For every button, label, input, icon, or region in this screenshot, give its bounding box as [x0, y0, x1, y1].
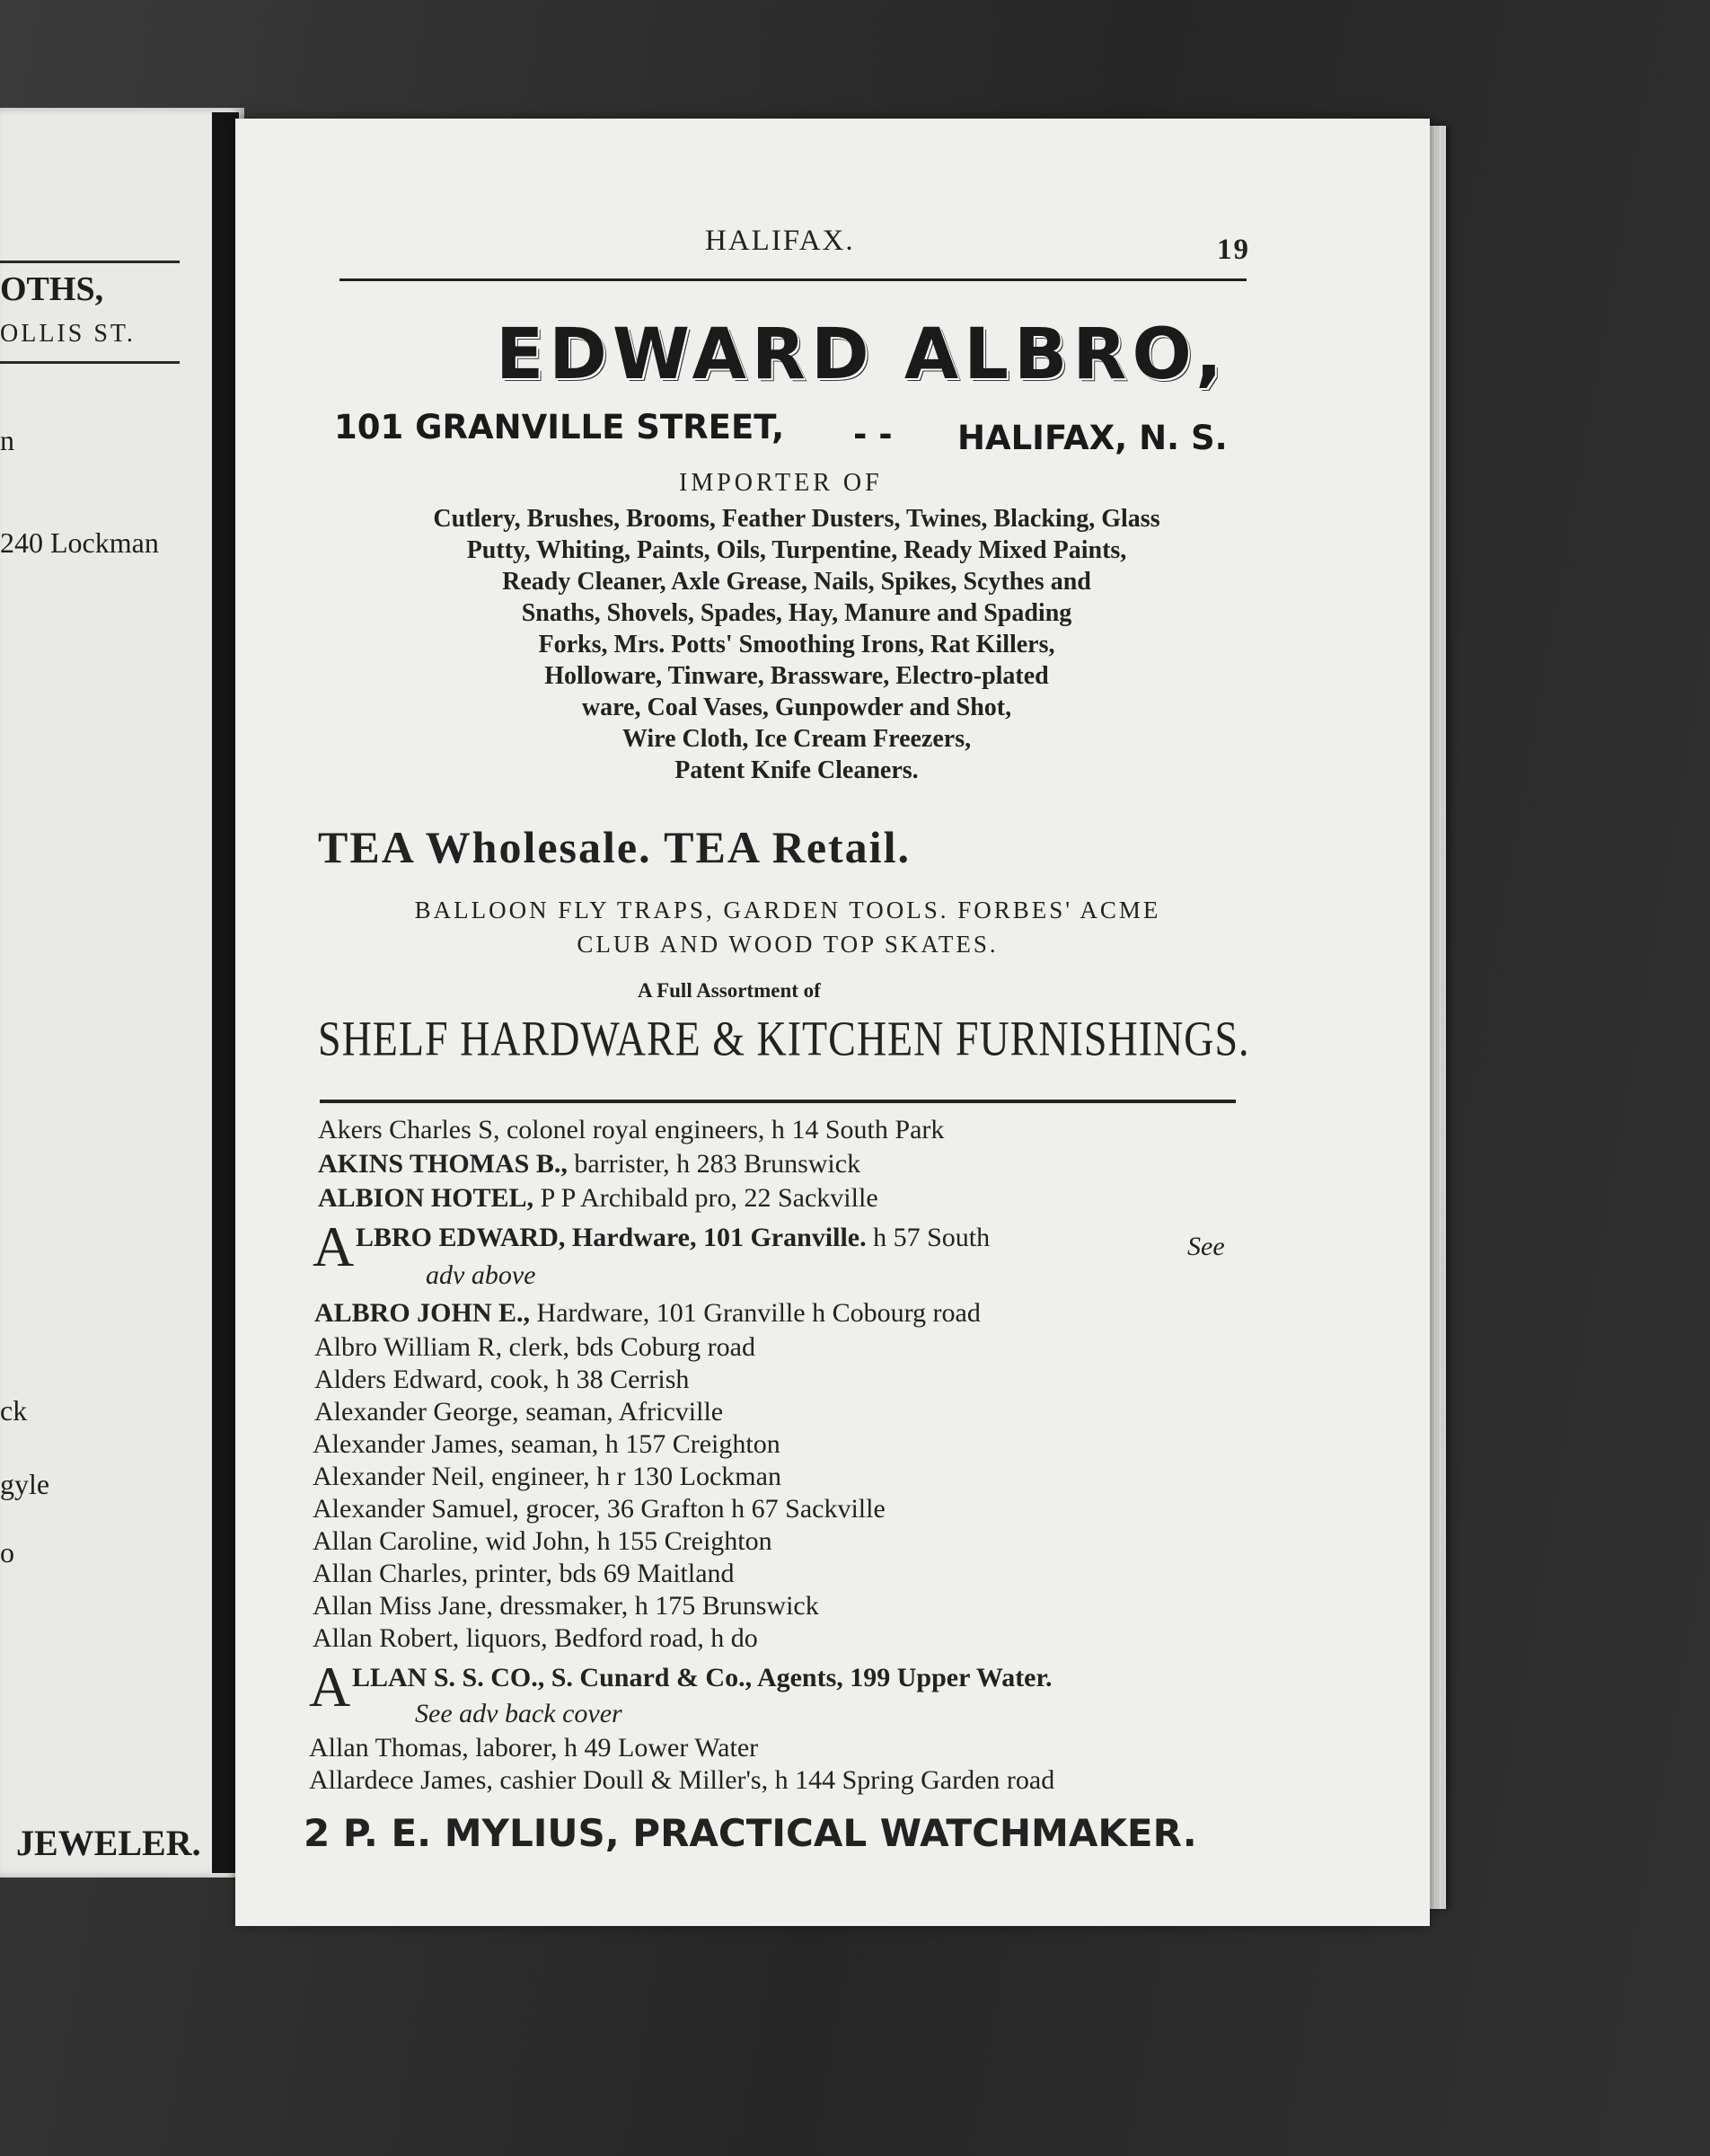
entry-row: Akers Charles S, colonel royal engineers, h 14 South Park: [318, 1115, 945, 1144]
entry-row: Alders Edward, cook, h 38 Cerrish: [314, 1365, 690, 1394]
ad-tea-line: TEA Wholesale. TEA Retail.: [318, 822, 911, 872]
entry-row-featured: LBRO EDWARD, Hardware, 101 Granville. h 57 South: [356, 1223, 991, 1252]
entry-row-featured: LLAN S. S. CO., S. Cunard & Co., Agents, 199 Upper Water.: [352, 1663, 1053, 1692]
entry-row: ALBION HOTEL, P P Archibald pro, 22 Sackville: [318, 1183, 878, 1213]
ad-address-separator: - -: [853, 415, 893, 454]
ad-city: HALIFAX, N. S.: [957, 419, 1228, 457]
left-fragment-4: 240 Lockman: [0, 526, 159, 559]
entry-row: Allardece James, cashier Doull & Miller's, h 144 Spring Garden road: [309, 1765, 1055, 1795]
entry-row: Alexander George, seaman, Africville: [314, 1397, 724, 1427]
ad-assortment: A Full Assortment of: [638, 979, 821, 1002]
entry-drop-initial: A: [309, 1655, 351, 1719]
entry-drop-initial: A: [313, 1215, 355, 1278]
entry-row: AKINS THOMAS B., barrister, h 283 Brunswick: [318, 1149, 861, 1179]
directory-page: [235, 119, 1430, 1926]
ad-shelf-line: SHELF HARDWARE & KITCHEN FURNISHINGS.: [318, 1011, 1250, 1066]
page-number: 19: [1217, 234, 1250, 266]
entry-see-reference: See: [1187, 1232, 1225, 1261]
entry-row: Allan Robert, liquors, Bedford road, h do: [313, 1623, 758, 1653]
left-fragment-8: JEWELER.: [16, 1823, 201, 1863]
entry-row: ALBRO JOHN E., Hardware, 101 Granville h Cobourg road: [314, 1298, 981, 1328]
entry-row: Allan Miss Jane, dressmaker, h 175 Brunswick: [313, 1591, 819, 1621]
left-fragment-3: n: [0, 424, 14, 456]
left-rule-top: [0, 261, 180, 263]
left-fragment-1: OTHS,: [0, 270, 104, 308]
entry-row: Albro William R, clerk, bds Coburg road: [314, 1332, 755, 1362]
entry-row: Allan Thomas, laborer, h 49 Lower Water: [309, 1733, 759, 1763]
goods-line: Ready Cleaner, Axle Grease, Nails, Spikes, Scythes and: [502, 568, 1091, 596]
entry-row: Alexander Neil, engineer, h r 130 Lockman: [313, 1462, 781, 1491]
goods-line: ware, Coal Vases, Gunpowder and Shot,: [581, 694, 1012, 721]
header-rule: [339, 278, 1247, 281]
goods-line: Snaths, Shovels, Spades, Hay, Manure and Spading: [521, 599, 1072, 627]
ad-misc-lines: [325, 893, 1250, 961]
entry-row: Alexander Samuel, grocer, 36 Grafton h 67 Sackville: [313, 1494, 886, 1524]
entry-continuation: adv above: [426, 1260, 536, 1290]
entry-row: Allan Caroline, wid John, h 155 Creighton: [313, 1526, 772, 1556]
misc-line: CLUB AND WOOD TOP SKATES.: [577, 931, 999, 958]
ad-bottom-rule: [320, 1100, 1236, 1103]
entry-row: Alexander James, seaman, h 157 Creighton: [313, 1429, 780, 1459]
ad-importer-label: IMPORTER OF: [679, 469, 883, 497]
left-fragment-5: ck: [0, 1394, 28, 1427]
goods-line: Cutlery, Brushes, Brooms, Feather Dusters, Twines, Blacking, Glass: [433, 505, 1160, 533]
goods-line: Forks, Mrs. Potts' Smoothing Irons, Rat Killers,: [538, 631, 1055, 658]
entry-continuation: See adv back cover: [415, 1699, 622, 1728]
ad-business-name: EDWARD ALBRO,: [496, 314, 1228, 395]
ad-goods-list: [325, 503, 1268, 786]
goods-line: Holloware, Tinware, Brassware, Electro-plated: [544, 662, 1049, 690]
goods-line: Wire Cloth, Ice Cream Freezers,: [621, 725, 972, 753]
ad-street: 101 GRANVILLE STREET,: [334, 408, 785, 446]
goods-line: Patent Knife Cleaners.: [674, 756, 919, 784]
left-fragment-6: gyle: [0, 1468, 50, 1500]
footer-advert: 2 P. E. MYLIUS, PRACTICAL WATCHMAKER.: [304, 1811, 1197, 1855]
left-rule-bottom: [0, 361, 180, 364]
left-page-fragment: [0, 108, 244, 1878]
running-title: HALIFAX.: [705, 225, 855, 257]
misc-line: BALLOON FLY TRAPS, GARDEN TOOLS. FORBES' ACME: [414, 897, 1161, 923]
goods-line: Putty, Whiting, Paints, Oils, Turpentine, Ready Mixed Paints,: [466, 536, 1127, 564]
entry-row: Allan Charles, printer, bds 69 Maitland: [313, 1559, 735, 1588]
left-fragment-7: o: [0, 1536, 14, 1568]
left-fragment-2: OLLIS ST.: [0, 320, 136, 348]
